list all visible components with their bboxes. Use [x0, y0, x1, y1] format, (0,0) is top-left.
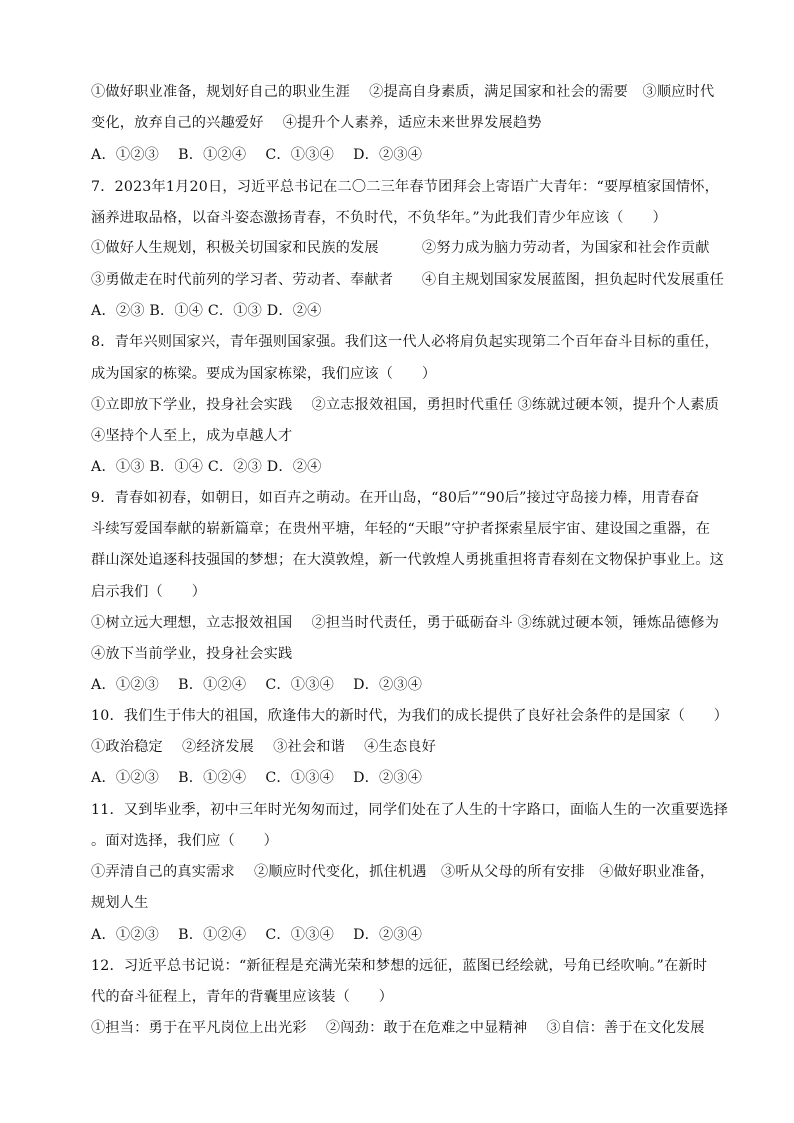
text-line: ①树立远大理想，立志报效祖国 ②担当时代责任，勇于砥砺奋斗 ③练就过硬本领，锤炼品德修为	[91, 615, 720, 631]
text-line: 规划人生	[91, 895, 149, 911]
text-line: ①政治稳定 ②经济发展 ③社会和谐 ④生态良好	[91, 739, 437, 755]
text-line: ①做好职业准备，规划好自己的职业生涯 ②提高自身素质，满足国家和社会的需要 ③顺应时代	[91, 84, 715, 100]
question-10: 10．我们生于伟大的祖国，欣逢伟大的新时代，为我们的成长提供了良好社会条件的是国家（ ）	[91, 708, 729, 724]
text-line: ①担当：勇于在平凡岗位上出光彩 ②闯劲：敢于在危难之中显精神 ③自信：善于在文化发展	[91, 1020, 705, 1036]
text-line: 代的奋斗征程上，青年的背囊里应该装（ ）	[91, 989, 394, 1005]
question-9: 9．青春如初春，如朝日，如百卉之萌动。在开山岛，“80后”“90后”接过守岛接力棒，用青春奋	[91, 490, 700, 506]
question-11: 11．又到毕业季，初中三年时光匆匆而过，同学们处在了人生的十字路口，面临人生的一次重要选择	[91, 802, 729, 818]
answer-options: A．①③ B．①④ C．②③ D．②④	[91, 459, 322, 475]
answer-options: A．①②③ B．①②④ C．①③④ D．②③④	[91, 147, 423, 163]
text-line: ①弄清自己的真实需求 ②顺应时代变化，抓住机遇 ③听从父母的所有安排 ④做好职业准备，	[91, 864, 715, 880]
answer-options: A．①②③ B．①②④ C．①③④ D．②③④	[91, 927, 423, 943]
text-line: ④放下当前学业，投身社会实践	[91, 646, 293, 662]
text-line: ①做好人生规划，积极关切国家和民族的发展 ②努力成为脑力劳动者，为国家和社会作贡献	[91, 240, 710, 256]
text-line: 成为国家的栋梁。要成为国家栋梁，我们应该（ ）	[91, 366, 437, 382]
question-7: 7．2023年1月20日，习近平总书记在二〇二三年春节团拜会上寄语广大青年：“要厚植家国情怀，	[91, 179, 719, 195]
answer-options: A．②③ B．①④ C．①③ D．②④	[91, 303, 322, 319]
text-line: 斗续写爱国奉献的崭新篇章；在贵州平塘，年轻的“天眼”守护者探索星辰宇宙、建设国之重器，在	[91, 521, 711, 537]
text-line: 启示我们（ ）	[91, 584, 207, 600]
text-line: ④坚持个人至上，成为卓越人才	[91, 428, 293, 444]
question-8: 8．青年兴则国家兴，青年强则国家强。我们这一代人必将肩负起实现第二个百年奋斗目标的重任，	[91, 334, 719, 350]
question-12: 12．习近平总书记说：“新征程是充满光荣和梦想的远征，蓝图已经绘就，号角已经吹响。”在新时	[91, 958, 708, 974]
text-line: ①立即放下学业，投身社会实践 ②立志报效祖国，勇担时代重任 ③练就过硬本领，提升个人素质	[91, 397, 720, 413]
answer-options: A．①②③ B．①②④ C．①③④ D．②③④	[91, 770, 423, 786]
text-line: 。面对选择，我们应（ ）	[91, 833, 279, 849]
answer-options: A．①②③ B．①②④ C．①③④ D．②③④	[91, 677, 423, 693]
text-line: 群山深处追逐科技强国的梦想；在大漠敦煌，新一代敦煌人勇挑重担将青春刻在文物保护事业上。这	[91, 552, 725, 568]
text-line: 涵养进取品格，以奋斗姿态激扬青春，不负时代，不负华年。”为此我们青少年应该（ ）	[91, 210, 667, 226]
text-line: 变化，放弃自己的兴趣爱好 ④提升个人素养，适应未来世界发展趋势	[91, 115, 542, 131]
text-line: ③勇做走在时代前列的学习者、劳动者、奉献者 ④自主规划国家发展蓝图，担负起时代发展重任	[91, 272, 725, 288]
